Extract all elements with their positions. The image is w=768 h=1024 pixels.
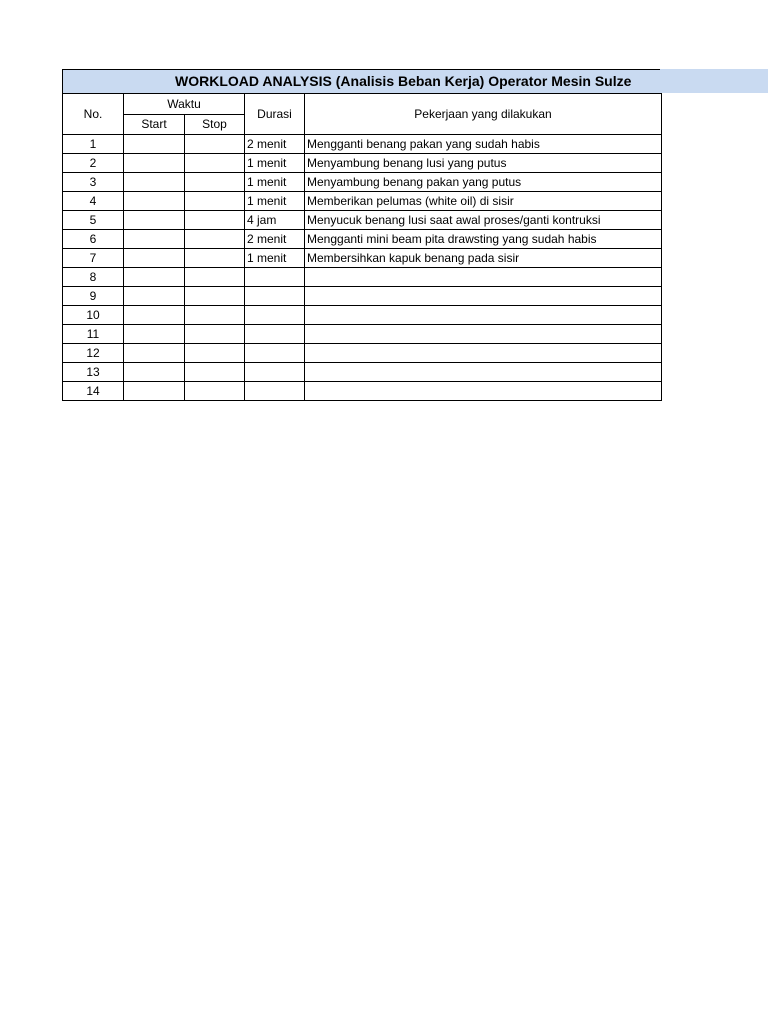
cell-durasi[interactable]: 2 menit	[245, 135, 305, 154]
header-waktu[interactable]: Waktu	[124, 94, 245, 115]
cell-durasi[interactable]	[245, 306, 305, 325]
cell-no[interactable]: 12	[63, 344, 124, 363]
cell-start[interactable]	[124, 382, 185, 401]
cell-stop[interactable]	[185, 306, 245, 325]
cell-no[interactable]: 5	[63, 211, 124, 230]
cell-durasi[interactable]: 1 menit	[245, 173, 305, 192]
header-start[interactable]: Start	[124, 115, 185, 135]
header-no[interactable]: No.	[63, 94, 124, 135]
cell-durasi[interactable]	[245, 325, 305, 344]
cell-start[interactable]	[124, 173, 185, 192]
cell-start[interactable]	[124, 325, 185, 344]
cell-durasi[interactable]: 2 menit	[245, 230, 305, 249]
cell-pekerjaan[interactable]: Menyucuk benang lusi saat awal proses/ganti kontruksi	[305, 211, 662, 230]
cell-stop[interactable]	[185, 173, 245, 192]
cell-pekerjaan[interactable]	[305, 325, 662, 344]
cell-no[interactable]: 8	[63, 268, 124, 287]
cell-start[interactable]	[124, 249, 185, 268]
table-row	[63, 230, 662, 249]
cell-stop[interactable]	[185, 192, 245, 211]
table-row	[63, 135, 662, 154]
cell-stop[interactable]	[185, 344, 245, 363]
cell-pekerjaan[interactable]	[305, 344, 662, 363]
table-row	[63, 325, 662, 344]
cell-durasi[interactable]: 1 menit	[245, 249, 305, 268]
cell-durasi[interactable]	[245, 344, 305, 363]
cell-no[interactable]: 3	[63, 173, 124, 192]
cell-stop[interactable]	[185, 382, 245, 401]
cell-start[interactable]	[124, 135, 185, 154]
cell-durasi[interactable]	[245, 382, 305, 401]
header-durasi[interactable]: Durasi	[245, 94, 305, 135]
table-row	[63, 154, 662, 173]
cell-no[interactable]: 13	[63, 363, 124, 382]
cell-start[interactable]	[124, 344, 185, 363]
cell-no[interactable]: 14	[63, 382, 124, 401]
cell-pekerjaan[interactable]: Menyambung benang lusi yang putus	[305, 154, 662, 173]
cell-pekerjaan[interactable]: Memberikan pelumas (white oil) di sisir	[305, 192, 662, 211]
cell-pekerjaan[interactable]: Mengganti mini beam pita drawsting yang sudah habis	[305, 230, 662, 249]
cell-no[interactable]: 4	[63, 192, 124, 211]
cell-pekerjaan[interactable]	[305, 268, 662, 287]
cell-start[interactable]	[124, 306, 185, 325]
cell-pekerjaan[interactable]: Membersihkan kapuk benang pada sisir	[305, 249, 662, 268]
cell-pekerjaan[interactable]	[305, 287, 662, 306]
cell-start[interactable]	[124, 211, 185, 230]
cell-durasi[interactable]: 4 jam	[245, 211, 305, 230]
cell-stop[interactable]	[185, 287, 245, 306]
table-row	[63, 192, 662, 211]
table-row	[63, 344, 662, 363]
cell-no[interactable]: 11	[63, 325, 124, 344]
cell-stop[interactable]	[185, 230, 245, 249]
cell-pekerjaan[interactable]: Menyambung benang pakan yang putus	[305, 173, 662, 192]
cell-stop[interactable]	[185, 135, 245, 154]
cell-durasi[interactable]	[245, 268, 305, 287]
cell-stop[interactable]	[185, 211, 245, 230]
table-row	[63, 173, 662, 192]
cell-no[interactable]: 1	[63, 135, 124, 154]
cell-durasi[interactable]: 1 menit	[245, 154, 305, 173]
cell-start[interactable]	[124, 192, 185, 211]
sheet-title: WORKLOAD ANALYSIS (Analisis Beban Kerja) Operator Mesin Sulze	[175, 73, 632, 89]
cell-durasi[interactable]	[245, 287, 305, 306]
cell-start[interactable]	[124, 287, 185, 306]
table-body	[63, 135, 662, 401]
cell-durasi[interactable]: 1 menit	[245, 192, 305, 211]
table-row	[63, 211, 662, 230]
cell-stop[interactable]	[185, 154, 245, 173]
table-row	[63, 268, 662, 287]
header-pekerjaan[interactable]: Pekerjaan yang dilakukan	[305, 94, 662, 135]
cell-pekerjaan[interactable]: Mengganti benang pakan yang sudah habis	[305, 135, 662, 154]
title-band-extension	[660, 69, 768, 93]
cell-no[interactable]: 6	[63, 230, 124, 249]
cell-start[interactable]	[124, 154, 185, 173]
cell-start[interactable]	[124, 230, 185, 249]
cell-stop[interactable]	[185, 268, 245, 287]
cell-pekerjaan[interactable]	[305, 382, 662, 401]
cell-stop[interactable]	[185, 363, 245, 382]
cell-no[interactable]: 2	[63, 154, 124, 173]
table-row	[63, 382, 662, 401]
cell-stop[interactable]	[185, 325, 245, 344]
cell-no[interactable]: 9	[63, 287, 124, 306]
cell-no[interactable]: 10	[63, 306, 124, 325]
cell-start[interactable]	[124, 268, 185, 287]
cell-durasi[interactable]	[245, 363, 305, 382]
cell-pekerjaan[interactable]	[305, 306, 662, 325]
cell-pekerjaan[interactable]	[305, 363, 662, 382]
workload-table	[62, 93, 662, 401]
cell-no[interactable]: 7	[63, 249, 124, 268]
table-row	[63, 306, 662, 325]
table-row	[63, 287, 662, 306]
table-row	[63, 249, 662, 268]
cell-start[interactable]	[124, 363, 185, 382]
table-row	[63, 363, 662, 382]
header-stop[interactable]: Stop	[185, 115, 245, 135]
cell-stop[interactable]	[185, 249, 245, 268]
